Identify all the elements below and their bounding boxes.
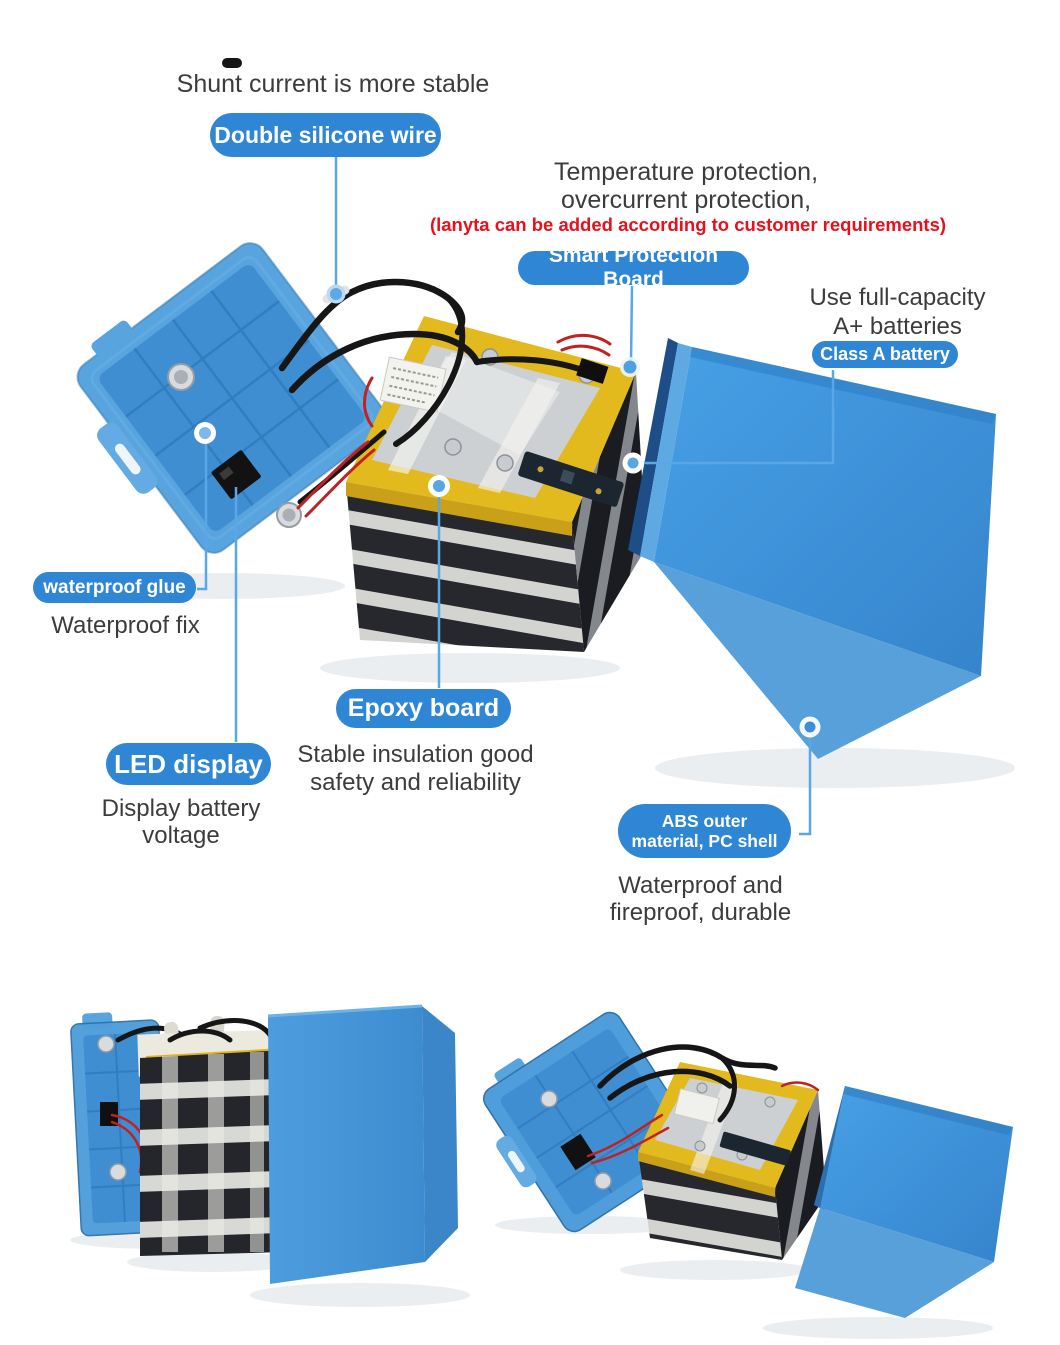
- bl-case-front: [268, 1006, 425, 1284]
- photo-crop-artifact: [222, 58, 242, 68]
- epoxy-caption-line1: Stable insulation good: [297, 741, 534, 768]
- hero-lid-image: [50, 227, 393, 570]
- epoxy-caption: [283, 741, 548, 796]
- bl-case-image: [268, 1006, 458, 1284]
- abs-caption: [598, 872, 803, 926]
- abs-dot: [800, 717, 821, 738]
- bl-battery-image: [137, 1016, 286, 1256]
- bl-case-side: [422, 1006, 458, 1262]
- waterproof-glue-dot: [194, 422, 216, 444]
- br-case-image: [795, 1086, 1013, 1318]
- temperature-line1: Temperature protection,: [553, 158, 819, 186]
- hero-case-image: [628, 338, 996, 759]
- full-capacity-line2: A+ batteries: [833, 312, 962, 340]
- shunt-caption: Shunt current is more stable: [176, 70, 490, 98]
- full-capacity-caption: [800, 284, 995, 341]
- full-capacity-line1: Use full-capacity: [809, 284, 986, 311]
- double-silicone-dot: [327, 285, 346, 304]
- abs-caption-line1: Waterproof and: [618, 872, 783, 899]
- temperature-line2: overcurrent protection,: [560, 186, 812, 214]
- epoxy-dot: [428, 475, 450, 497]
- photo-assembly-front: [70, 1006, 470, 1307]
- abs-caption-line2: fireproof, durable: [609, 899, 792, 926]
- epoxy-board-pill: Epoxy board: [336, 689, 511, 728]
- epoxy-caption-line2: safety and reliability: [310, 768, 521, 796]
- waterproof-fix-caption: Waterproof fix: [51, 612, 200, 639]
- led-caption: [96, 795, 266, 849]
- smart-board-line: [631, 286, 632, 363]
- led-caption-line1: Display battery: [101, 795, 261, 822]
- class-a-dot: [623, 453, 644, 474]
- waterproof-glue-pill: waterproof glue: [33, 572, 196, 603]
- smart-board-dot: [620, 357, 640, 377]
- class-a-battery-pill: Class A battery: [812, 341, 958, 368]
- abs-pill-line1: ABS outer: [661, 811, 748, 831]
- temperature-caption: [536, 158, 836, 214]
- abs-pill-line2: material, PC shell: [631, 831, 778, 851]
- led-display-pill: LED display: [106, 743, 271, 785]
- smart-protection-board-pill: Smart Protection Board: [518, 251, 749, 285]
- double-silicone-pill: Double silicone wire: [210, 113, 441, 157]
- photo-assembly-angled: [462, 1000, 1013, 1339]
- abs-shell-pill: [618, 804, 791, 858]
- led-caption-line2: voltage: [142, 822, 220, 849]
- temperature-note: (lanyta can be added according to customer requirements): [429, 214, 947, 235]
